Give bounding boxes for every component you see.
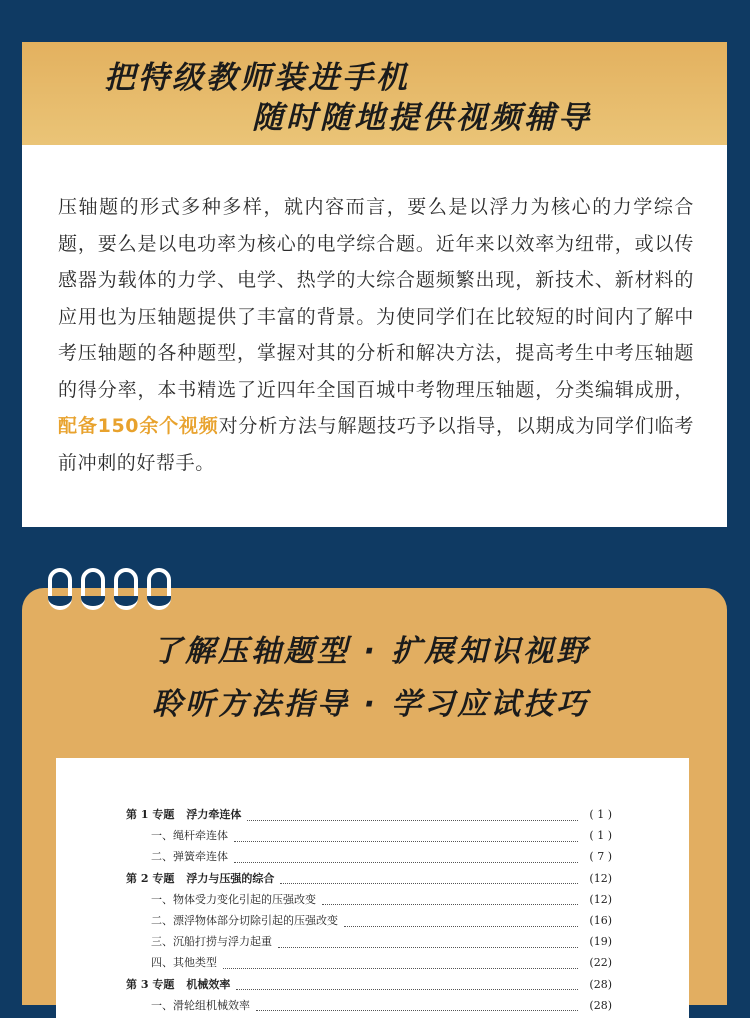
intro-text-end: 对分析方法与解题技巧予以指导，以期成为同学们临考前冲刺的好帮手。 [58,415,695,474]
toc-leader-dots [322,903,578,905]
toc-leader-dots [236,988,578,990]
intro-paragraph [58,189,694,481]
toc-page-number: (12) [589,871,612,885]
toc-title: 一、滑轮组机械效率 [151,998,250,1012]
table-of-contents [126,806,612,1018]
toc-chapter-row [126,976,612,997]
toc-title: 机械效率 [186,977,231,991]
toc-title: 一、绳杆牵连体 [151,829,228,843]
toc-section-row [126,848,612,869]
headline-line-1: 把特级教师装进手机 [104,60,410,96]
toc-section-row [126,891,612,912]
toc-title: 浮力牵连体 [186,808,242,821]
toc-title: 四、其他类型 [151,956,217,970]
toc-title: 二、弹簧牵连体 [151,850,228,864]
binder-ring-icon [114,568,138,608]
contents-page-preview [56,758,689,1018]
toc-title: 三、沉船打捞与浮力起重 [151,935,272,949]
intro-text-start: 压轴题的形式多种多样，就内容而言，要么是以浮力为核心的力学综合题，要么是以电功率为核心的电学综合题。近年来以效率为纽带，或以传感器为载体的力学、电学、热学的大综合题频繁出现，新技术、新材料的应用也为压轴题提供了丰富的背景。为使同学们在比较短的时间内了解中考压轴题的各种题型，掌握对其的分析和解决方法，提高考生中考压轴题的得分率，本书精选了近四年全国百城中考物理压轴题，分类编辑成册， [58,196,694,401]
toc-page-number: (16) [589,913,612,927]
toc-leader-dots [223,967,578,969]
slogan-line-1: 了解压轴题型 · 扩展知识视野 [152,634,590,669]
toc-chapter-number: 第 3 专题 [126,977,175,991]
toc-page-number: (28) [589,977,612,991]
toc-page-number: ( 1 ) [589,808,612,821]
toc-leader-dots [278,946,578,948]
toc-page-number: ( 1 ) [589,829,612,843]
toc-leader-dots [247,819,578,821]
toc-section-row [126,827,612,848]
toc-title: 浮力与压强的综合 [186,871,275,885]
headline-band [22,42,727,145]
toc-title: 二、漂浮物体部分切除引起的压强改变 [151,913,338,927]
toc-leader-dots [256,1009,578,1011]
toc-chapter-row [126,870,612,891]
toc-chapter-row [126,806,612,827]
toc-page-number: ( 7 ) [589,850,612,864]
toc-leader-dots [234,861,578,863]
toc-chapter-number: 第 1 专题 [126,808,175,821]
toc-section-row [126,997,612,1018]
intro-card [22,42,727,527]
intro-highlight: 配备150余个视频 [58,415,219,437]
toc-leader-dots [344,925,578,927]
toc-title: 一、物体受力变化引起的压强改变 [151,892,316,906]
features-card [22,588,727,1012]
toc-section-row [126,954,612,975]
toc-leader-dots [280,882,578,884]
toc-page-number: (19) [589,935,612,949]
toc-chapter-number: 第 2 专题 [126,871,175,885]
binder-ring-icon [48,568,72,608]
toc-page-number: (28) [589,998,612,1012]
toc-page-number: (22) [589,956,612,970]
binder-ring-icon [81,568,105,608]
toc-leader-dots [234,840,578,842]
toc-section-row [126,933,612,954]
toc-section-row [126,912,612,933]
slogan-line-2: 聆听方法指导 · 学习应试技巧 [152,687,590,722]
binder-ring-icon [147,568,171,608]
headline-line-2: 随时随地提供视频辅导 [252,100,592,136]
toc-page-number: (12) [589,892,612,906]
